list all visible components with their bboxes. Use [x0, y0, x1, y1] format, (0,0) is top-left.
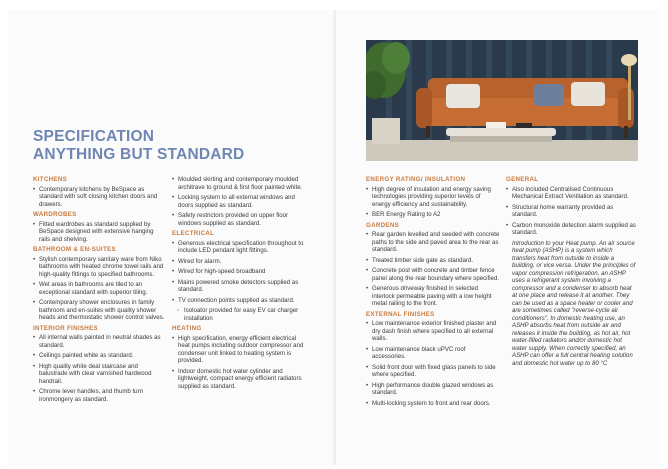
list-item: • Contemporary shower enclosures in family bathroom and en-suites with quality shower heads and thermostatic shower control valves.	[33, 299, 165, 322]
heat-pump-note: Introduction to your Heat pump. An air source heat pump (ASHP) is a system which transfers heat from outside to inside a building, or vice versa. Under the principles of vapor compression refrigeration, an ASHP uses a refrigerant system involving a compressor and a condenser to absorb heat at one place and release it at another. They can be used as a space heater or cooler and are sometimes called "reverse-cycle air conditioners". In domestic heating use, an ASHP absorbs heat from outside air and releases it inside the building, as hot air, hot water-filled radiators and/or domestic hot water supply. When correctly specified, an ASHP can offer a full central heating solution and domestic hot water up to 80 °C	[512, 239, 636, 367]
heading-kitchens: KITCHENS	[33, 176, 68, 183]
heading-gardens: GARDENS	[366, 221, 400, 229]
heading-interior-finishes: INTERIOR FINISHES	[33, 324, 98, 332]
list-item: • Wired for alarm.	[172, 258, 306, 266]
list-item: • All internal walls painted in neutral shades as standard.	[33, 334, 165, 349]
list-item: • Mains powered smoke detectors supplied as standard.	[172, 279, 306, 294]
heading-wardrobes: WARDROBES	[33, 211, 77, 218]
heading-external-finishes: EXTERNAL FINISHES	[366, 310, 435, 318]
list-item: • Treated timber side gate as standard.	[366, 257, 500, 265]
list-item: • Contemporary kitchens by BeSpace as standard with soft closing kitchen doors and drawers.	[33, 186, 165, 209]
list-item: • Safety restrictors provided on upper floor windows supplied as standard.	[172, 212, 306, 227]
heading-bathrooms: BATHROOM & EN-SUITES	[33, 246, 116, 253]
sub-list-item: ◦ Isoloator provided for easy EV car charger installation	[172, 307, 306, 322]
list-item: • Rear garden levelled and seeded with concrete paths to the side and paved area to the rear as standard.	[366, 231, 500, 254]
heading-energy-rating: ENERGY RATING/ INSULATION	[366, 176, 466, 183]
heading-electrical: ELECTRICAL	[172, 230, 215, 237]
spec-column-3	[366, 176, 500, 410]
spec-column-1	[33, 176, 165, 406]
list-item: • Multi-locking system to front and rear doors.	[366, 400, 500, 408]
heading-general: GENERAL	[506, 176, 539, 183]
list-item: • Low maintenance black uPVC roof accessories.	[366, 346, 500, 361]
list-item: • Stylish contemporary sanitary ware from Niko bathrooms with heated chrome towel rails and high-quality fittings to specified bathrooms.	[33, 256, 165, 279]
list-item: • Indoor domestic hot water cylinder and lightweight, compact energy efficient radiators supplied as standard.	[172, 368, 306, 391]
list-item: • Wet areas in bathrooms are tiled to an exceptional standard with superior tiling.	[33, 281, 165, 296]
list-item: • Moulded skirting and contemporary moulded architrave to ground & first floor painted white.	[172, 176, 306, 191]
list-item: • High performance double glazed windows as standard.	[366, 382, 500, 397]
list-item: • Structural home warranty provided as standard.	[506, 204, 637, 219]
list-item: • BER Energy Rating to A2	[366, 211, 500, 219]
list-item: • Locking system to all external windows and doors supplied as standard.	[172, 194, 306, 209]
list-item: • TV connection points supplied as standard.	[172, 297, 306, 305]
list-item: • Generous electrical specification throughout to include LED pendant light fittings.	[172, 240, 306, 255]
list-item: • Wired for high-speed broadband	[172, 268, 306, 276]
living-room-photo	[366, 40, 638, 161]
list-item: • Also included Centralised Continuous Mechanical Extract Ventilation as standard.	[506, 186, 637, 201]
list-item: • High degree of insulation and energy saving technologies providing superior levels of energy efficiency and sustainability.	[366, 186, 500, 209]
list-item: • Carbon monoxide detection alarm supplied as standard.	[506, 222, 637, 237]
list-item: • Low maintenance exterior finished plaster and dry dash finish where specified to all external walls.	[366, 320, 500, 343]
list-item: • Generous driveway finished in selected interlock permeable paving with a low height metal railing to the front.	[366, 285, 500, 308]
list-item: • Concrete post with concrete and timber fence panel along the rear boundary where specified.	[366, 267, 500, 282]
list-item: • Ceilings painted white as standard.	[33, 352, 165, 360]
title-line-1: SPECIFICATION	[33, 128, 155, 145]
list-item: • High quality white deal staircase and balustrade with clear varnished hardwood handrail.	[33, 363, 165, 386]
heading-heating: HEATING	[172, 325, 202, 332]
spec-column-4	[506, 176, 637, 370]
list-item: • Fitted wardrobes as standard supplied by BeSpace designed with extensive hanging rails and shelving.	[33, 221, 165, 244]
spec-column-2	[172, 176, 306, 393]
list-item: • High specification, energy efficient electrical heat pumps including outdoor compressor and condenser unit linked to heating system is provided.	[172, 335, 306, 365]
list-item: • Chrome lever handles, and thumb turn ironmongery as standard.	[33, 388, 165, 403]
title-line-2: ANYTHING BUT STANDARD	[33, 146, 245, 163]
list-item: • Solid front door with fixed glass panels to side where specified.	[366, 364, 500, 379]
page-title	[33, 128, 244, 164]
